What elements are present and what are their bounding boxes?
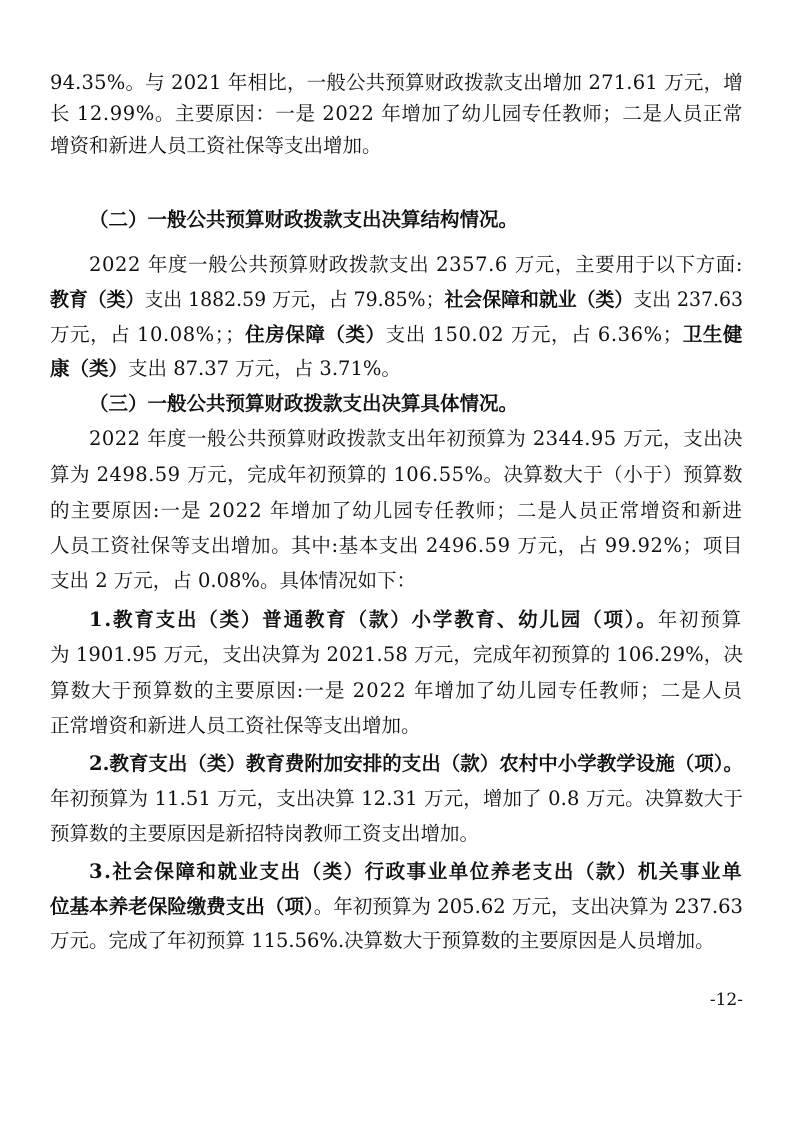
text-line (50, 533, 743, 559)
bold-text: 住房保障（类） (245, 323, 386, 346)
bold-text: 3.社会保障和就业支出（类）行政事业单位养老支出（款）机关事业单 (89, 860, 743, 883)
text-segment: 年初预算为 11.51 万元，支出决算 12.31 万元，增加了 0.8 万元。决算数大于 (50, 787, 743, 810)
text-line (50, 894, 743, 920)
bold-text: 1.教育支出（类）普通教育（款）小学教育、幼儿园（项）。 (89, 608, 658, 631)
text-segment: 万元，占 10.08%；； (50, 323, 246, 346)
bold-text: （三）一般公共预算财政拨款支出决算具体情况。 (89, 392, 519, 415)
text-segment: 预算数的主要原因是新招特岗教师工资支出增加。 (50, 822, 480, 845)
bold-text: 社会保障和就业（类） (444, 288, 634, 311)
text-segment: 2022 年度一般公共预算财政拨款支出年初预算为 2344.95 万元，支出决 (89, 427, 743, 450)
text-line (89, 607, 743, 633)
text-segment: 为 1901.95 万元，支出决算为 2021.58 万元，完成年初预算的 106.29%，决 (50, 643, 743, 666)
text-line (50, 133, 382, 159)
text-segment: 支出 2 万元，占 0.08%。具体情况如下： (50, 569, 416, 592)
text-line (50, 642, 743, 668)
text-line (89, 252, 743, 278)
page-number: -12- (709, 990, 743, 1010)
text-line (50, 678, 743, 704)
text-segment: 正常增资和新进人员工资社保等支出增加。 (50, 714, 421, 737)
text-segment: 年初预算 (657, 608, 743, 631)
text-line (50, 821, 479, 847)
bold-text: 位基本养老保险缴费支出（项） (50, 895, 314, 918)
text-segment: 支出 87.37 万元，占 3.71%。 (128, 357, 401, 380)
text-segment: 人员工资社保等支出增加。其中:基本支出 2496.59 万元，占 99.92%；项目 (50, 534, 743, 557)
text-line (50, 101, 743, 127)
bold-text: 教育（类） (50, 288, 145, 311)
text-line (89, 426, 743, 452)
text-segment: 的主要原因:一是 2022 年增加了幼儿园专任教师；二是人员正常增资和新进 (50, 499, 743, 522)
text-segment: 算为 2498.59 万元，完成年初预算的 106.55%。决算数大于（小于）预算数 (50, 463, 743, 486)
text-line (89, 751, 743, 777)
text-segment: 2022 年度一般公共预算财政拨款支出 2357.6 万元，主要用于以下方面: (89, 253, 744, 276)
text-segment: 。年初预算为 205.62 万元，支出决算为 237.63 (313, 895, 743, 918)
text-segment: 支出 237.63 (633, 288, 744, 311)
text-line (89, 207, 518, 233)
text-segment: 长 12.99%。主要原因：一是 2022 年增加了幼儿园专任教师；二是人员正常 (50, 102, 743, 125)
bold-text: （二）一般公共预算财政拨款支出决算结构情况。 (89, 208, 519, 231)
text-line (89, 391, 518, 417)
text-line (50, 713, 421, 739)
text-line (50, 287, 743, 313)
text-line (50, 568, 416, 594)
text-line (50, 356, 401, 382)
text-line (89, 859, 743, 885)
text-segment: 94.35%。与 2021 年相比，一般公共预算财政拨款支出增加 271.61 万元，增 (50, 71, 743, 94)
text-line (50, 786, 743, 812)
text-line (50, 462, 743, 488)
text-segment: 支出 1882.59 万元，占 79.85%； (144, 288, 445, 311)
text-line (50, 70, 743, 96)
bold-text: 2.教育支出（类）教育费附加安排的支出（款）农村中小学教学设施（项）。 (89, 752, 743, 775)
text-line (50, 928, 715, 954)
text-segment: 支出 150.02 万元，占 6.36%； (385, 323, 683, 346)
text-segment: 增资和新进人员工资社保等支出增加。 (50, 134, 382, 157)
text-line (50, 322, 743, 348)
text-segment: 算数大于预算数的主要原因:一是 2022 年增加了幼儿园专任教师；二是人员 (50, 679, 743, 702)
text-line (50, 498, 743, 524)
bold-text: 康（类） (50, 357, 129, 380)
text-segment: 万元。完成了年初预算 115.56%.决算数大于预算数的主要原因是人员增加。 (50, 929, 715, 952)
bold-text: 卫生健 (682, 323, 743, 346)
